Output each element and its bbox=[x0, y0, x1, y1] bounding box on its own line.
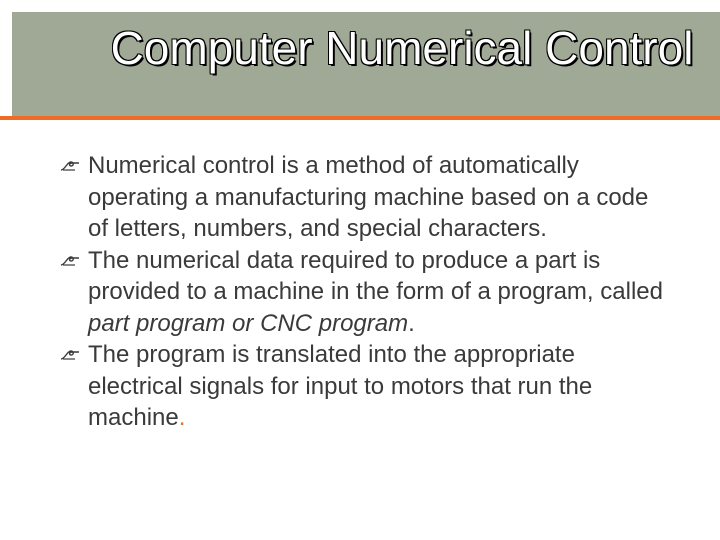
slide-title: Computer Numerical Control bbox=[110, 22, 694, 74]
title-band bbox=[12, 12, 720, 116]
bullet-item-3 bbox=[60, 339, 670, 434]
bullet-text-2-end: . bbox=[408, 309, 415, 337]
bullet-text-3-plain: The program is translated into the appropriate electrical signals for input to motors that run the machine bbox=[88, 341, 593, 431]
bullet-text-1: Numerical control is a method of automatically operating a manufacturing machine based on a code of letters, numbers, and special characters. bbox=[88, 152, 649, 242]
bullet-item-2 bbox=[60, 245, 670, 340]
bullet-text-3 bbox=[88, 341, 592, 431]
bullet-text-2-plain: The numerical data required to produce a part is provided to a machine in the form of a program, called bbox=[88, 246, 663, 305]
curly-scroll-bullet-icon bbox=[60, 254, 80, 268]
curly-scroll-bullet-icon bbox=[60, 159, 80, 173]
accent-bar bbox=[0, 116, 720, 120]
bullet-list bbox=[60, 150, 670, 434]
bullet-text-3-trailing: . bbox=[178, 404, 186, 431]
bullet-text-2 bbox=[88, 247, 663, 337]
curly-scroll-bullet-icon bbox=[60, 348, 80, 362]
bullet-item-1 bbox=[60, 150, 670, 245]
bullet-text-2-italic: part program or CNC program bbox=[88, 309, 409, 337]
